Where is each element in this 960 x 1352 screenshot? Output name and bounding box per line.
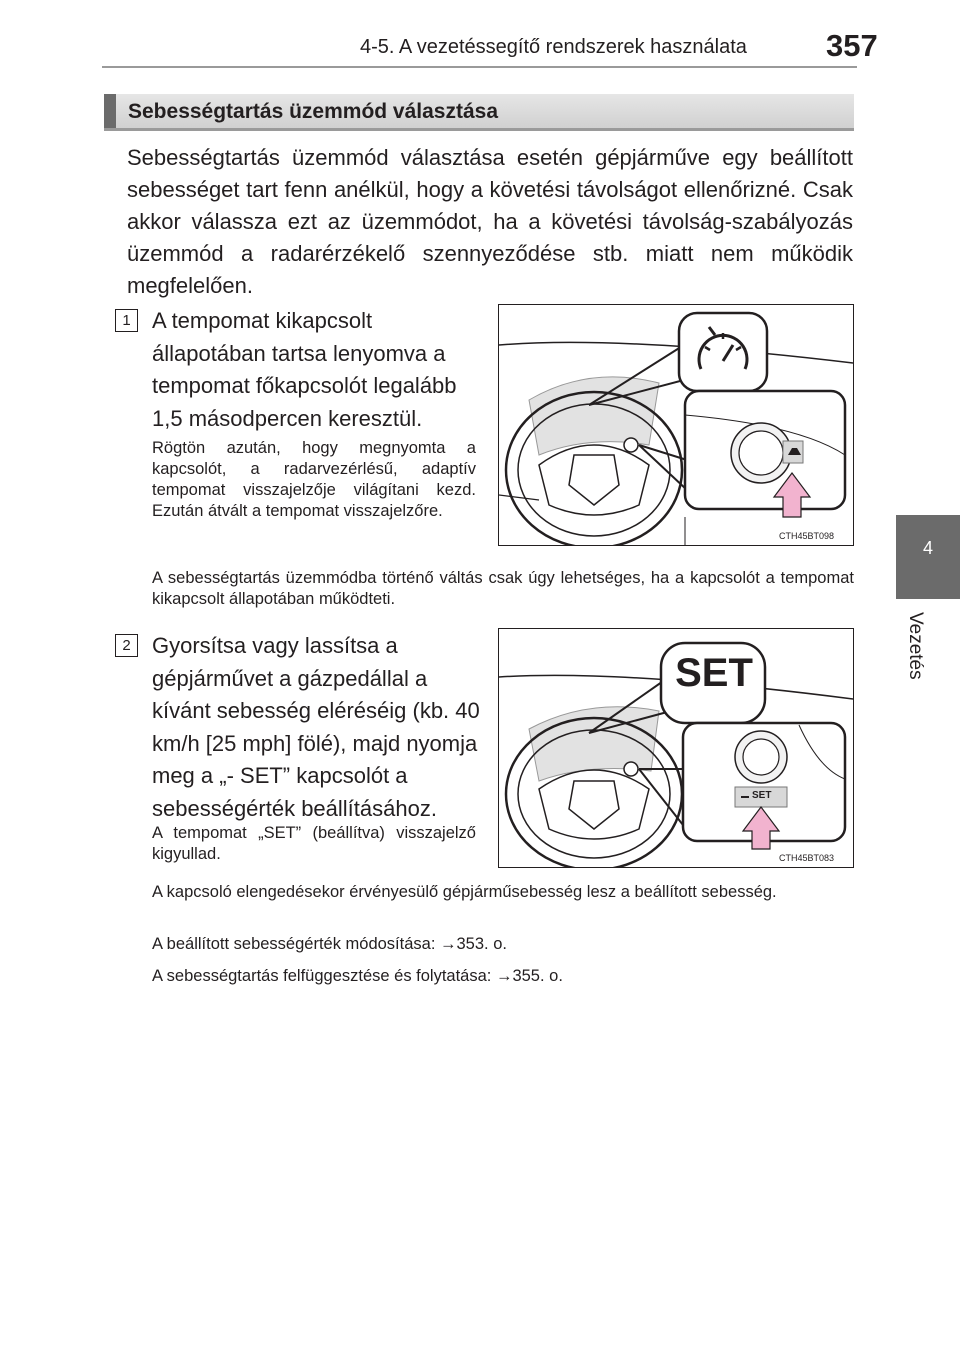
- section-banner-accent: [104, 94, 116, 129]
- chapter-title: 4-5. A vezetéssegítő rendszerek használata: [360, 36, 747, 58]
- figure-steering-wheel-set-switch: [498, 628, 854, 868]
- page-number: 357: [826, 28, 878, 63]
- chapter-tab-number: 4: [922, 538, 933, 558]
- step-number-box: 2: [115, 634, 138, 657]
- step-instruction: Gyorsítsa vagy lassítsa a gépjárművet a gázpedállal a kívánt sebesség eléréséig (kb. 40 km/h [25 mph] fölé), majd nyomja meg a „- SET” kapcsolót a sebességérték beállításához.: [152, 633, 480, 821]
- figure-steering-wheel-main-switch: [498, 304, 854, 546]
- section-title: Sebességtartás üzemmód választása: [128, 100, 499, 123]
- figure-code: CTH45BT083: [779, 853, 835, 863]
- chapter-tab-label: Vezetés: [905, 612, 926, 680]
- step-note: A kapcsoló elengedésekor érvényesülő gépjárműsebesség lesz a beállított sebesség.: [152, 883, 777, 901]
- figure-code: CTH45BT098: [779, 531, 835, 541]
- header-rule: [102, 66, 857, 68]
- step-number-box: 1: [115, 309, 138, 332]
- step-note: A sebességtartás üzemmódba történő váltás csak úgy lehetséges, ha a kapcsolót a tempomat kikapcsolt állapotában működteti.: [152, 569, 854, 608]
- cross-reference[interactable]: A beállított sebességérték módosítása: →353. o.: [152, 935, 507, 953]
- cross-reference[interactable]: A sebességtartás felfüggesztése és folytatása: →355. o.: [152, 967, 563, 985]
- set-callout-label: SET: [675, 651, 753, 695]
- section-banner-rule: [104, 128, 854, 131]
- step-instruction: A tempomat kikapcsolt állapotában tartsa lenyomva a tempomat főkapcsolót legalább 1,5 másodpercen keresztül.: [152, 308, 457, 431]
- figure-illustration: [499, 305, 853, 545]
- step-detail: Rögtön azután, hogy megnyomta a kapcsolót, a radarvezérlésű, adaptív tempomat visszajelzője világítani kezd. Ezután átvált a tempomat visszajelzőre.: [152, 439, 476, 520]
- step-detail: A tempomat „SET” (beállítva) visszajelző kigyullad.: [152, 824, 476, 863]
- set-switch-label: SET: [752, 790, 772, 801]
- section-intro: Sebességtartás üzemmód választása esetén gépjárműve egy beállított sebességet tart fenn anélkül, hogy a követési távolságot ellenőrizné. Csak akkor válassza ezt az üzemmódot, ha a követési távolság-szabályozás üzemmód a radarérzékelő szennyeződése stb. miatt nem működik megfelelően.: [127, 145, 853, 298]
